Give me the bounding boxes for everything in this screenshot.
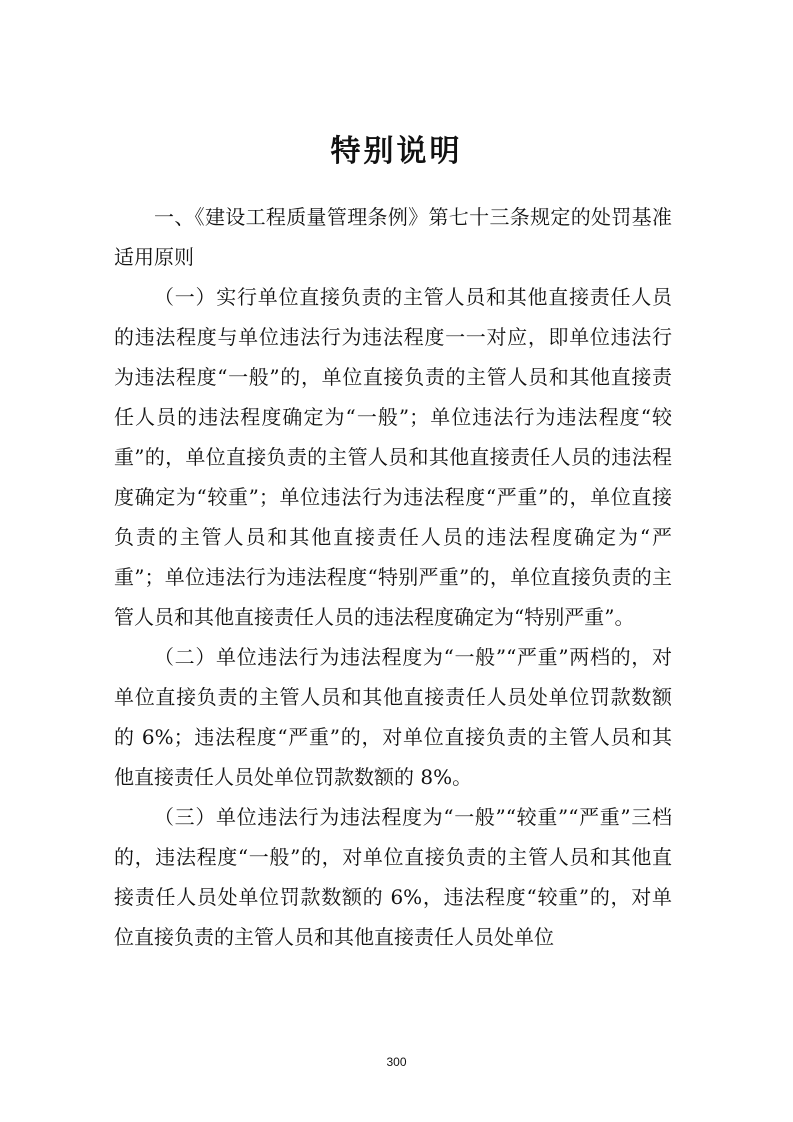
page-number: 300	[386, 1055, 407, 1069]
paragraph-clause-1: （一）实行单位直接负责的主管人员和其他直接责任人员的违法程度与单位违法行为违法程度一一对应，即单位违法行为违法程度“一般”的，单位直接负责的主管人员和其他直接责任人员的违法程度确定为“一般”；单位违法行为违法程度“较重”的，单位直接负责的主管人员和其他直接责任人员的违法程度确定为“较重”；单位违法行为违法程度“严重”的，单位直接负责的主管人员和其他直接责任人员的违法程度确定为“严重”；单位违法行为违法程度“特别严重”的，单位直接负责的主管人员和其他直接责任人员的违法程度确定为“特别严重”。	[114, 285, 672, 629]
paragraph-clause-2: （二）单位违法行为违法程度为“一般”“严重”两档的，对单位直接负责的主管人员和其他直接责任人员处单位罚款数额的 6%；违法程度“严重”的，对单位直接负责的主管人员和其他直接责任人员处单位罚款数额的 8%。	[114, 645, 672, 789]
page-title: 特别说明	[330, 134, 463, 169]
body-text	[114, 197, 672, 957]
section-heading-1: 一、《建设工程质量管理条例》第七十三条规定的处罚基准适用原则	[114, 205, 672, 269]
paragraph-clause-3: （三）单位违法行为违法程度为“一般”“较重”“严重”三档的，违法程度“一般”的，对单位直接负责的主管人员和其他直接责任人员处单位罚款数额的 6%，违法程度“较重”的，对单位直接负责的主管人员和其他直接责任人员处单位	[114, 805, 672, 949]
